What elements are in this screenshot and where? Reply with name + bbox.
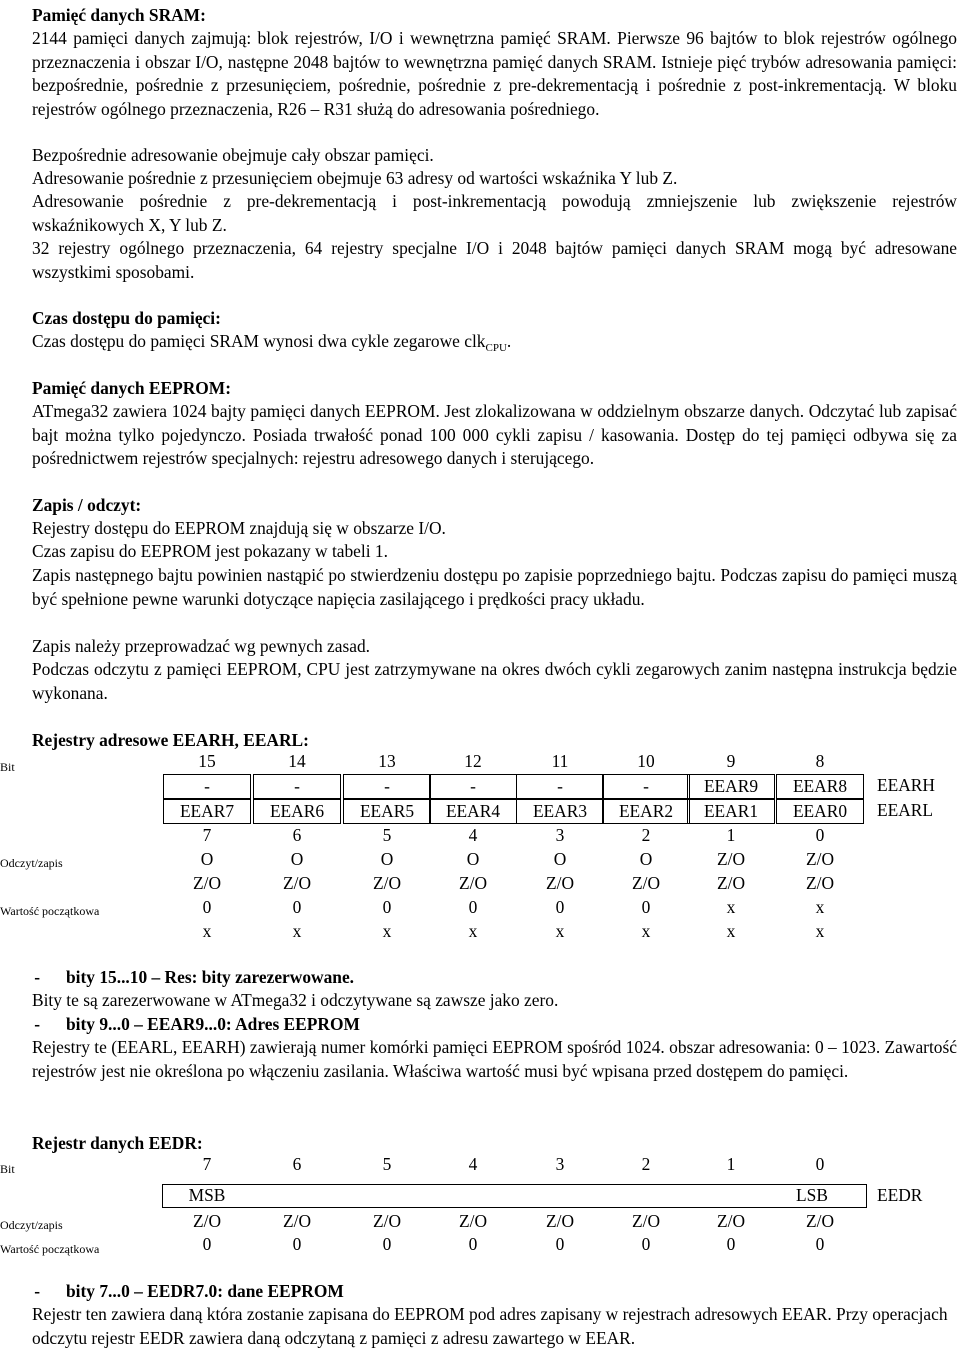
register-name-label: EEARL <box>877 800 934 820</box>
eedr-register-box <box>162 1184 867 1208</box>
bit-number: 6 <box>292 825 302 845</box>
init-value-cell: 0 <box>202 1234 212 1254</box>
eear-rw-row-high <box>0 848 960 872</box>
rw-cell: Z/O <box>631 1211 660 1231</box>
eear-rw-row-low <box>0 872 960 896</box>
init-value-cell: 0 <box>468 1234 478 1254</box>
eear-init-label: Wartość początkowa <box>0 904 100 918</box>
eedr-rw-row <box>0 1210 960 1234</box>
bit-number: 9 <box>726 751 736 771</box>
init-value-cell: x <box>641 921 651 941</box>
init-value-cell: x <box>202 921 212 941</box>
eear-bullet-1-title: - bity 15...10 – Res: bity zarezerwowane. <box>34 967 355 987</box>
bit-number: 12 <box>464 751 482 771</box>
eedr-bit-numbers <box>0 1153 960 1177</box>
rw-cell: Z/O <box>716 849 745 869</box>
rw-line-3: Zapis następnego bajtu powinien nastąpić po stwierdzeniu dostępu po zapisie poprzedniego bajtu. Podczas zapisu do pamięci muszą być spełnione pewne warunki dotyczące napięcia zasilającego i prędkości pracy układu. <box>32 565 957 609</box>
bit-number: 0 <box>815 1154 825 1174</box>
eear-bullet-2-text: Rejestry te (EEARL, EEARH) zawierają numer komórki pamięci EEPROM spośród 1024. obszar adresowania: 0 – 1023. Zawartość rejestrów jest nie określona po włączeniu zasilania. Właściwa wartość musi być wpisana przed dostępem do pamięci. <box>32 1037 957 1081</box>
init-value-cell: x <box>555 921 565 941</box>
access-text: Czas dostępu do pamięci SRAM wynosi dwa cykle zegarowe clk$_{CPU}$. <box>32 331 512 354</box>
init-value-cell: 0 <box>641 1234 651 1254</box>
bit-number: 10 <box>637 751 655 771</box>
eedr-heading: Rejestr danych EEDR: <box>32 1133 203 1153</box>
init-value-cell: 0 <box>555 1234 565 1254</box>
register-bit-cell: EEAR4 <box>429 799 517 824</box>
init-value-cell: x <box>468 921 478 941</box>
init-value-cell: x <box>292 921 302 941</box>
eedr-bullet-title: - bity 7...0 – EEDR7.0: dane EEPROM <box>34 1281 344 1301</box>
bit-number: 7 <box>202 1154 212 1174</box>
init-value-cell: 0 <box>202 897 212 917</box>
sram-paragraph: 2144 pamięci danych zajmują: blok rejestrów, I/O i wewnętrzna pamięć SRAM. Pierwsze 96 bajtów to blok rejestrów ogólnego przeznaczenia i obszar I/O, następne 2048 bajtów to wewnętrzna pamięć danych SRAM. Istnieje pięć trybów adresowania pamięci: bezpośrednie, pośrednie z przesunięciem, pośrednie, pośrednie z pre-dekrementacją i pośrednie z post-inkrementacją. W bloku rejestrów ogólnego przeznaczenia, R26 – R31 służą do adresowania pośredniego. <box>32 28 957 119</box>
register-bit-cell: - <box>516 774 604 799</box>
eedr-bit-label: Bit <box>0 1162 15 1176</box>
rw-cell: O <box>466 849 480 869</box>
rw-cell: Z/O <box>458 1211 487 1231</box>
clk-subscript: CPU <box>485 342 507 354</box>
rw-line-2: Czas zapisu do EEPROM jest pokazany w tabeli 1. <box>32 541 388 561</box>
sram-direct-text: Bezpośrednie adresowanie obejmuje cały obszar pamięci. <box>32 145 434 165</box>
rw-line-1: Rejestry dostępu do EEPROM znajdują się w obszarze I/O. <box>32 518 446 538</box>
register-bit-cell: - <box>163 774 251 799</box>
init-value-cell: x <box>382 921 392 941</box>
rw-cell: Z/O <box>282 873 311 893</box>
eedr-init-label: Wartość początkowa <box>0 1242 100 1256</box>
bit-number: 0 <box>815 825 825 845</box>
register-bit-cell: EEAR2 <box>602 799 690 824</box>
register-bit-cell: EEAR8 <box>776 774 864 799</box>
bit-number: 3 <box>555 1154 565 1174</box>
init-value-cell: x <box>726 921 736 941</box>
bit-number: 3 <box>555 825 565 845</box>
eear-bit-numbers-low <box>0 824 960 848</box>
register-bit-cell: EEAR3 <box>516 799 604 824</box>
init-value-cell: 0 <box>815 1234 825 1254</box>
eedr-register-name: EEDR <box>877 1185 923 1205</box>
sram-registers-text: 32 rejestry ogólnego przeznaczenia, 64 rejestry specjalne I/O i 2048 bajtów pamięci danych SRAM mogą być adresowane wszystkimi sposobami. <box>32 238 957 282</box>
eear-bullet-2-title: - bity 9...0 – EEAR9...0: Adres EEPROM <box>34 1014 360 1034</box>
eear-heading: Rejestry adresowe EEARH, EEARL: <box>32 730 309 750</box>
register-bit-cell: - <box>429 774 517 799</box>
register-bit-cell: - <box>343 774 431 799</box>
eear-rw-label: Odczyt/zapis <box>0 856 63 870</box>
rw-cell: Z/O <box>805 849 834 869</box>
rw-line-5: Podczas odczytu z pamięci EEPROM, CPU jest zatrzymywane na okres dwóch cykli zegarowych zanim następna instrukcja będzie wykonana. <box>32 659 957 703</box>
rw-cell: Z/O <box>458 873 487 893</box>
eeprom-paragraph: ATmega32 zawiera 1024 bajty pamięci danych EEPROM. Jest zlokalizowana w oddzielnym obszarze danych. Odczytać lub zapisać bajt można tylko pojedynczo. Posiada trwałość ponad 100 000 cykli zapisu / kasowania. Dostęp do tej pamięci odbywa się za pośrednictwem rejestrów specjalnych: rejestru adresowego danych i sterującego. <box>32 401 957 469</box>
sram-offset-text: Adresowanie pośrednie z przesunięciem obejmuje 63 adresy od wartości wskaźnika Y lub Z. <box>32 168 678 188</box>
rw-cell: Z/O <box>805 873 834 893</box>
eedr-register-row <box>0 1184 960 1208</box>
access-heading: Czas dostępu do pamięci: <box>32 308 221 328</box>
init-value-cell: 0 <box>292 1234 302 1254</box>
init-value-cell: 0 <box>292 897 302 917</box>
rw-cell: Z/O <box>545 1211 574 1231</box>
eear-init-row-low <box>0 920 960 944</box>
rw-line-4: Zapis należy przeprowadzać wg pewnych zasad. <box>32 636 370 656</box>
init-value-cell: 0 <box>641 897 651 917</box>
bit-number: 1 <box>726 825 736 845</box>
register-bit-cell: - <box>253 774 341 799</box>
eedr-lsb: LSB <box>796 1185 828 1205</box>
bit-number: 14 <box>288 751 306 771</box>
init-value-cell: x <box>726 897 736 917</box>
init-value-cell: 0 <box>468 897 478 917</box>
rw-cell: Z/O <box>545 873 574 893</box>
bit-number: 8 <box>815 751 825 771</box>
rw-cell: Z/O <box>716 1211 745 1231</box>
bit-number: 1 <box>726 1154 736 1174</box>
rw-cell: Z/O <box>631 873 660 893</box>
register-bit-cell: EEAR6 <box>253 799 341 824</box>
bit-number: 2 <box>641 1154 651 1174</box>
register-bit-cell: EEAR9 <box>687 774 775 799</box>
sram-predec-text: Adresowanie pośrednie z pre-dekrementacją i post-inkrementacją powodują zmniejszenie lub zwiększenie rejestrów wskaźnikowych X, Y lub Z. <box>32 191 957 235</box>
init-value-cell: 0 <box>382 897 392 917</box>
init-value-cell: x <box>815 897 825 917</box>
rw-cell: Z/O <box>282 1211 311 1231</box>
init-value-cell: 0 <box>382 1234 392 1254</box>
init-value-cell: 0 <box>555 897 565 917</box>
rw-cell: Z/O <box>192 873 221 893</box>
eear-bit-label: Bit <box>0 760 15 774</box>
rw-cell: Z/O <box>372 873 401 893</box>
eeprom-heading: Pamięć danych EEPROM: <box>32 378 232 398</box>
bit-number: 15 <box>198 751 216 771</box>
bit-number: 5 <box>382 825 392 845</box>
rw-cell: Z/O <box>805 1211 834 1231</box>
rw-cell: Z/O <box>716 873 745 893</box>
rw-cell: Z/O <box>372 1211 401 1231</box>
register-name-label: EEARH <box>877 775 935 795</box>
sram-heading: Pamięć danych SRAM: <box>32 5 206 25</box>
bit-number: 4 <box>468 825 478 845</box>
eear-bullet-1-text: Bity te są zarezerwowane w ATmega32 i odczytywane są zawsze jako zero. <box>32 990 559 1010</box>
bit-number: 11 <box>551 751 569 771</box>
rw-cell: O <box>639 849 653 869</box>
rw-cell: O <box>380 849 394 869</box>
eear-init-row-high <box>0 896 960 920</box>
eearl-register-row <box>0 799 960 823</box>
bit-number: 4 <box>468 1154 478 1174</box>
eearh-register-row <box>0 774 960 798</box>
eedr-bullet-text: Rejestr ten zawiera daną która zostanie zapisana do EEPROM pod adres zapisany w rejestrach adresowych EEAR. Przy operacjach odczytu rejestr EEDR zawiera daną odczytaną z pamięci z adresu zawartego w EEAR. <box>32 1304 948 1348</box>
init-value-cell: x <box>815 921 825 941</box>
bit-number: 7 <box>202 825 212 845</box>
register-bit-cell: - <box>602 774 690 799</box>
eedr-init-row <box>0 1233 960 1257</box>
bit-number: 2 <box>641 825 651 845</box>
bit-number: 5 <box>382 1154 392 1174</box>
rw-cell: O <box>200 849 214 869</box>
eedr-rw-label: Odczyt/zapis <box>0 1218 63 1232</box>
init-value-cell: 0 <box>726 1234 736 1254</box>
rw-cell: O <box>553 849 567 869</box>
eedr-msb: MSB <box>188 1185 226 1205</box>
register-bit-cell: EEAR1 <box>687 799 775 824</box>
eear-bit-numbers-high <box>0 750 960 774</box>
register-bit-cell: EEAR5 <box>343 799 431 824</box>
read-write-heading: Zapis / odczyt: <box>32 495 142 515</box>
rw-cell: Z/O <box>192 1211 221 1231</box>
register-bit-cell: EEAR7 <box>163 799 251 824</box>
register-bit-cell: EEAR0 <box>776 799 864 824</box>
bit-number: 6 <box>292 1154 302 1174</box>
rw-cell: O <box>290 849 304 869</box>
bit-number: 13 <box>378 751 396 771</box>
